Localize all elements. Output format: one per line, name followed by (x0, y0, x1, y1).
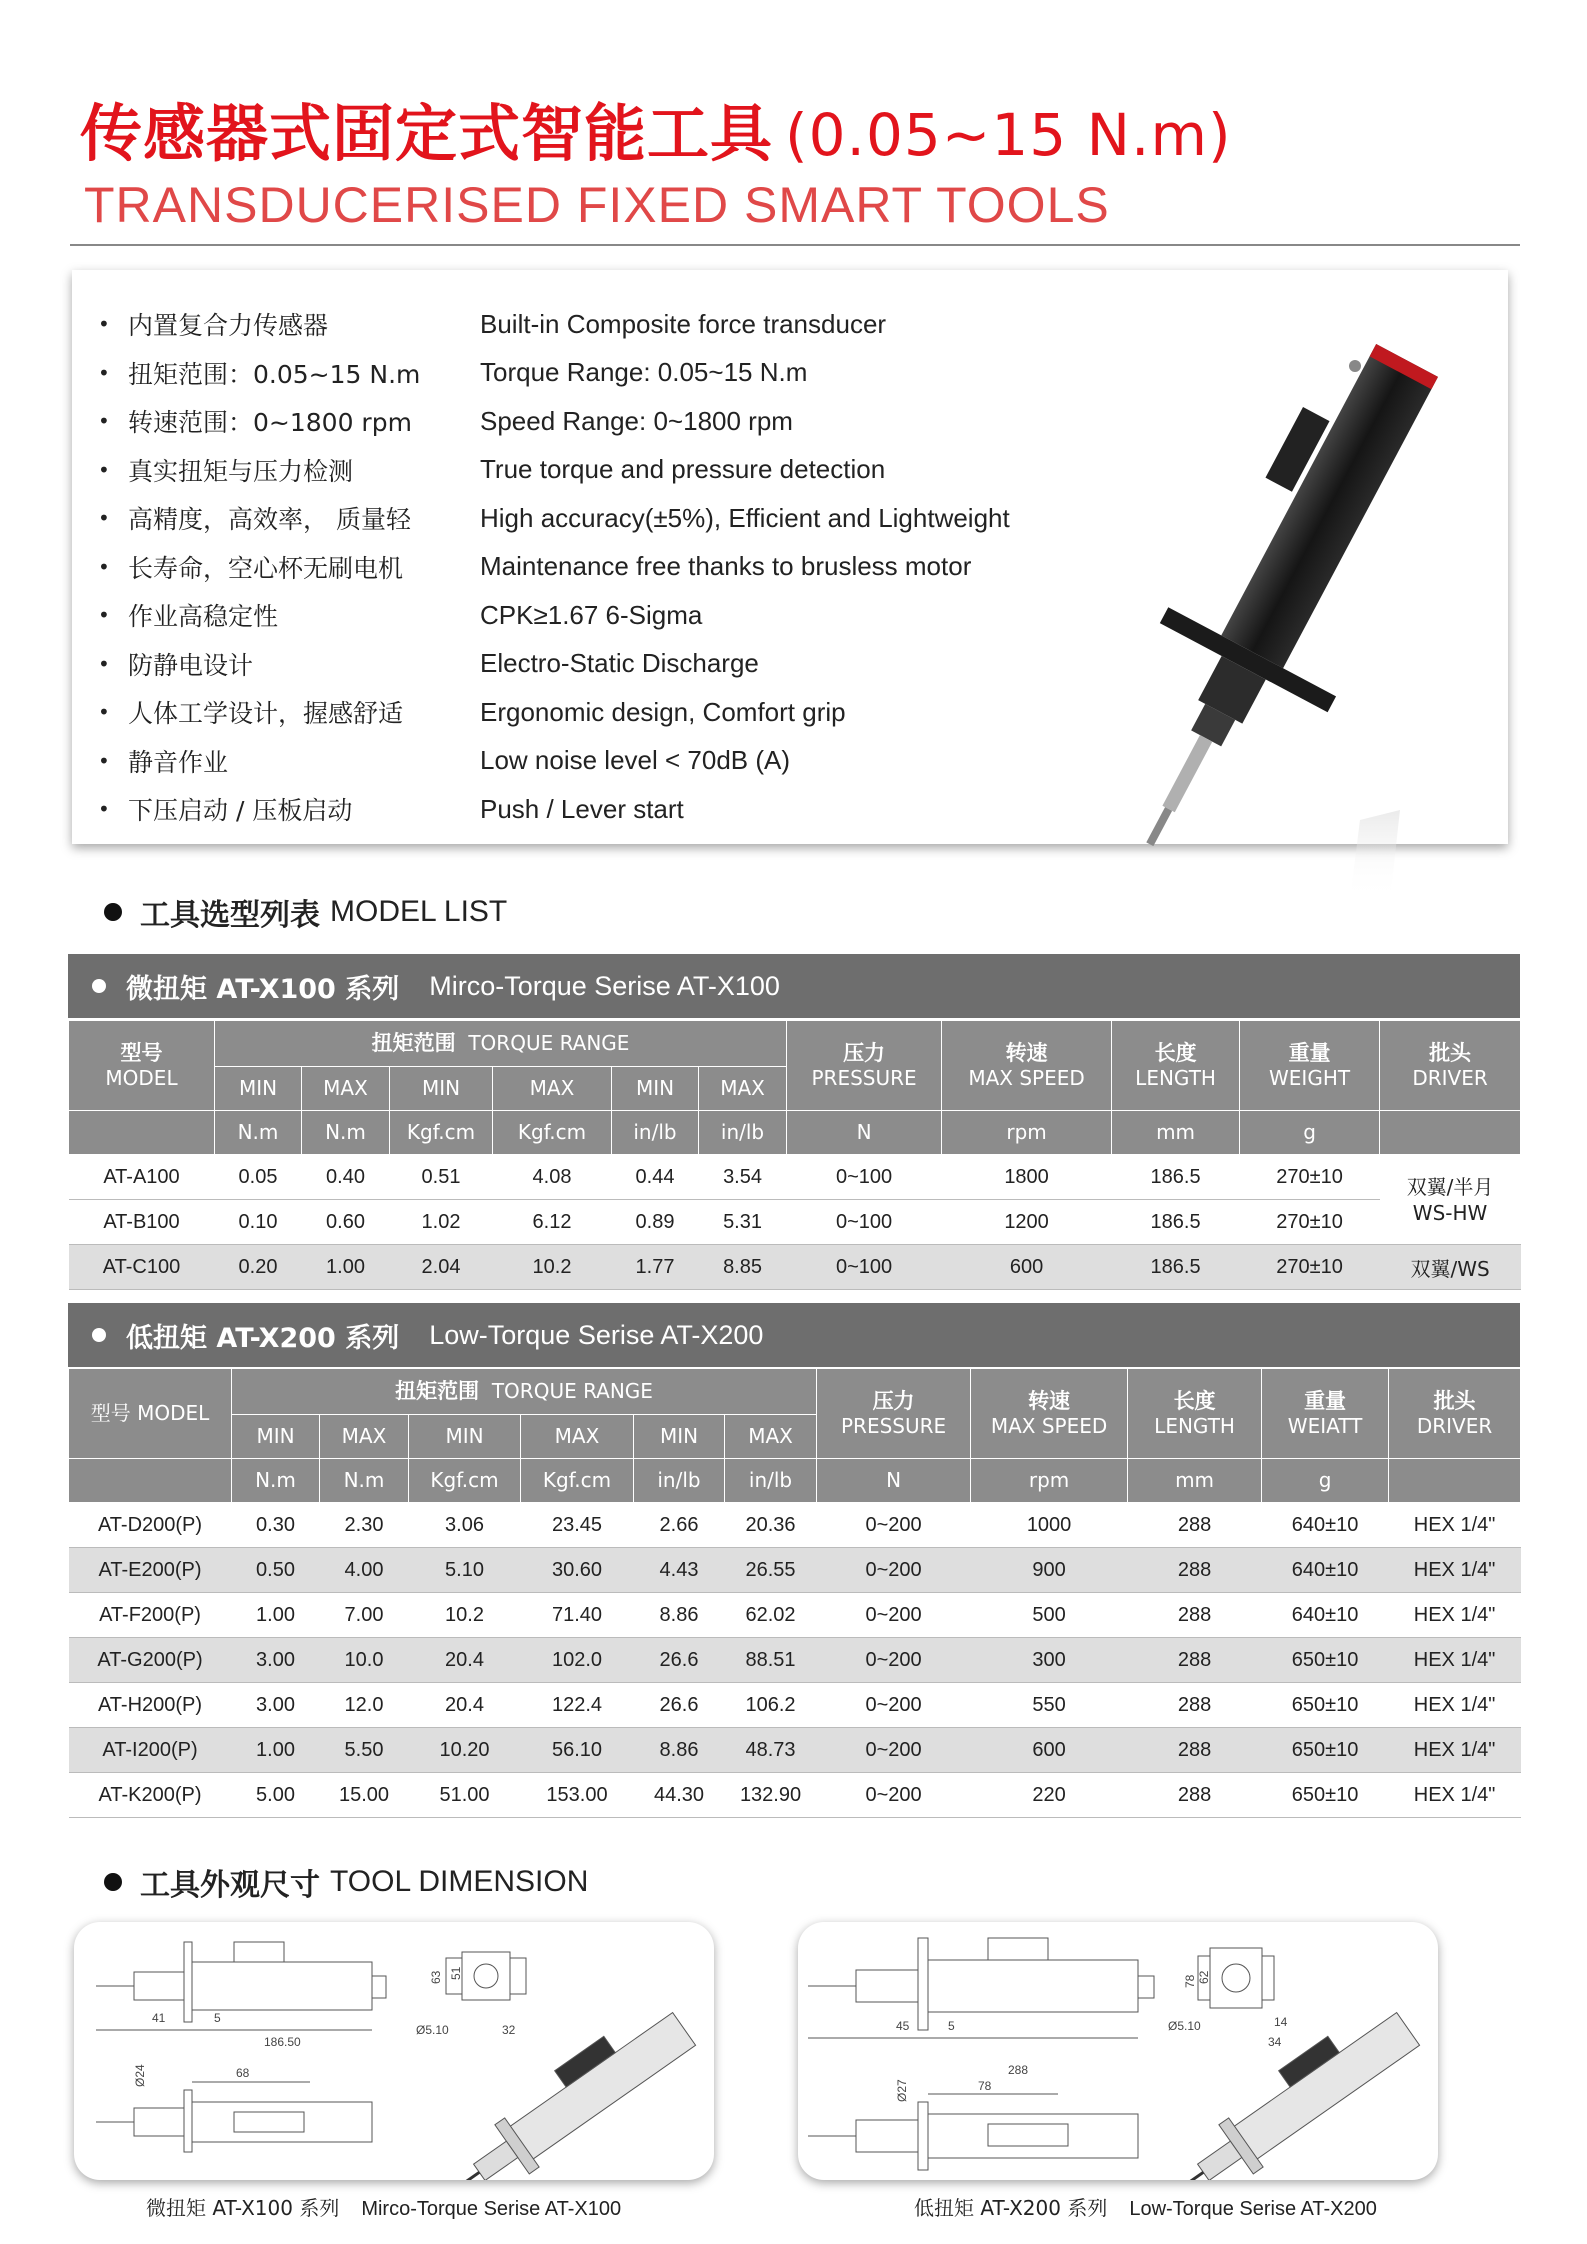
feature-cn: 真实扭矩与压力检测 (128, 456, 354, 486)
table-cell: 640±10 (1262, 1503, 1389, 1548)
table-cell: 6.12 (493, 1200, 612, 1245)
th-unit: N.m (215, 1111, 302, 1155)
dim-label: 51 (449, 1966, 463, 1980)
th-max: MAX (493, 1067, 612, 1111)
table-cell: 1200 (942, 1200, 1112, 1245)
dim-label: 78 (1183, 1974, 1197, 1988)
table-cell: 4.08 (493, 1155, 612, 1200)
th-speed: 转速 MAX SPEED (942, 1021, 1112, 1111)
table-cell: 10.20 (409, 1728, 521, 1773)
th-unit: N.m (232, 1459, 320, 1503)
feature-item (90, 300, 1010, 349)
table-cell: 288 (1128, 1548, 1262, 1593)
table-row (69, 1503, 1521, 1548)
table-cell: 26.55 (725, 1548, 817, 1593)
feature-en: Maintenance free thanks to brusless motor (480, 551, 972, 582)
dimension-caption-x200-cn: 低扭矩 AT-X200 系列 (914, 2196, 1108, 2220)
table-cell: 88.51 (725, 1638, 817, 1683)
th-unit: N (787, 1111, 942, 1155)
table-cell: 0~200 (817, 1728, 971, 1773)
feature-cn: 防静电设计 (128, 650, 254, 680)
table-cell: 20.4 (409, 1638, 521, 1683)
table-cell: 600 (971, 1728, 1128, 1773)
th-unit: rpm (942, 1111, 1112, 1155)
dim-label: 34 (1268, 2035, 1282, 2049)
table-cell: HEX 1/4" (1389, 1773, 1521, 1818)
spec-table-x200-body (69, 1503, 1521, 1818)
table-cell: 10.0 (320, 1638, 409, 1683)
feature-list (90, 300, 1010, 834)
table-cell: 288 (1128, 1773, 1262, 1818)
table-cell: 640±10 (1262, 1548, 1389, 1593)
bullet-icon: • (98, 312, 110, 337)
table-cell: 48.73 (725, 1728, 817, 1773)
tool-dimension-cn: 工具外观尺寸 (140, 1868, 320, 1903)
table-cell: 288 (1128, 1503, 1262, 1548)
dim-label: Ø5.10 (1168, 2019, 1201, 2033)
feature-cn: 静音作业 (128, 747, 229, 777)
feature-cn: 人体工学设计，握感舒适 (128, 699, 404, 729)
th-model: 型号 MODEL (69, 1369, 232, 1459)
title-divider (70, 244, 1520, 246)
table-cell: 0.44 (612, 1155, 699, 1200)
dim-label: 41 (152, 2011, 166, 2025)
th-unit: rpm (971, 1459, 1128, 1503)
th-unit: Kgf.cm (493, 1111, 612, 1155)
th-unit-blank (1380, 1111, 1521, 1155)
table-cell: 288 (1128, 1728, 1262, 1773)
spec-table-x100 (68, 1020, 1521, 1290)
dim-label: 45 (896, 2019, 910, 2033)
table-cell: 8.86 (634, 1728, 725, 1773)
table-cell: 0~100 (787, 1245, 942, 1290)
table-cell: 0~200 (817, 1503, 971, 1548)
dim-label: 186.50 (264, 2035, 301, 2049)
page-subtitle: TRANSDUCERISED FIXED SMART TOOLS (84, 177, 1110, 233)
table-cell: 0~200 (817, 1638, 971, 1683)
bullet-icon: • (98, 603, 110, 628)
th-min: MIN (634, 1415, 725, 1459)
cell-model: AT-B100 (69, 1200, 215, 1245)
dim-label: 63 (429, 1970, 443, 1984)
th-max: MAX (699, 1067, 787, 1111)
th-unit-blank (1389, 1459, 1521, 1503)
feature-en: Ergonomic design, Comfort grip (480, 696, 846, 727)
table-cell: 0~100 (787, 1200, 942, 1245)
dim-label: 5 (948, 2019, 955, 2033)
table-cell: 30.60 (521, 1548, 634, 1593)
table-cell: 0.40 (302, 1155, 390, 1200)
th-unit-blank (69, 1111, 215, 1155)
table-cell: 153.00 (521, 1773, 634, 1818)
table-cell: 20.36 (725, 1503, 817, 1548)
table-cell: 650±10 (1262, 1638, 1389, 1683)
table-cell: 2.04 (390, 1245, 493, 1290)
table-cell: 4.00 (320, 1548, 409, 1593)
table-cell: 2.30 (320, 1503, 409, 1548)
feature-cn: 下压启动 / 压板启动 (128, 796, 353, 826)
table-cell: 10.2 (409, 1593, 521, 1638)
dimension-caption-x100-cn: 微扭矩 AT-X100 系列 (146, 2196, 340, 2220)
dim-label: Ø5.10 (416, 2023, 449, 2037)
feature-cn: 扭矩范围：0.05~15 N.m (128, 359, 421, 389)
bullet-icon: • (98, 554, 110, 579)
table-cell: 650±10 (1262, 1773, 1389, 1818)
dim-label: 78 (978, 2079, 992, 2093)
table-cell: HEX 1/4" (1389, 1548, 1521, 1593)
feature-item (90, 349, 1010, 398)
table-cell: 1.00 (302, 1245, 390, 1290)
table-cell: 0~100 (787, 1155, 942, 1200)
bullet-icon (104, 1873, 122, 1891)
dimension-caption-x100-en: Mirco-Torque Serise AT-X100 (361, 2198, 622, 2220)
table-row (69, 1638, 1521, 1683)
table-cell: 0.50 (232, 1548, 320, 1593)
tool-dimension-heading (104, 1860, 588, 1904)
feature-cn: 转速范围：0~1800 rpm (128, 408, 412, 438)
dim-label: Ø24 (133, 2064, 147, 2087)
feature-item (90, 397, 1010, 446)
table-cell: 270±10 (1240, 1200, 1380, 1245)
th-unit: in/lb (612, 1111, 699, 1155)
title-range: (0.05~15 N.m) (785, 101, 1232, 169)
table-cell: 12.0 (320, 1683, 409, 1728)
th-unit: in/lb (725, 1459, 817, 1503)
table-cell: 186.5 (1112, 1200, 1240, 1245)
th-max: MAX (320, 1415, 409, 1459)
th-min: MIN (409, 1415, 521, 1459)
table-cell: 5.31 (699, 1200, 787, 1245)
table-cell: 0.30 (232, 1503, 320, 1548)
model-list-cn: 工具选型列表 (140, 898, 320, 933)
th-max: MAX (302, 1067, 390, 1111)
th-unit: Kgf.cm (521, 1459, 634, 1503)
table-cell: 102.0 (521, 1638, 634, 1683)
table-cell: 10.2 (493, 1245, 612, 1290)
table-cell: 7.00 (320, 1593, 409, 1638)
th-max: MAX (725, 1415, 817, 1459)
table-cell: 0.60 (302, 1200, 390, 1245)
th-unit: mm (1128, 1459, 1262, 1503)
table-row (69, 1773, 1521, 1818)
table-cell: 122.4 (521, 1683, 634, 1728)
th-torque-range: 扭矩范围 TORQUE RANGE (232, 1369, 817, 1415)
feature-en: CPK≥1.67 6-Sigma (480, 599, 703, 630)
table-cell: 1800 (942, 1155, 1112, 1200)
table-cell: HEX 1/4" (1389, 1683, 1521, 1728)
dimension-drawing-x100-svg (74, 1922, 714, 2180)
table-cell: 23.45 (521, 1503, 634, 1548)
th-unit: Kgf.cm (390, 1111, 493, 1155)
dimension-drawing-x200-svg (798, 1922, 1438, 2180)
th-unit: Kgf.cm (409, 1459, 521, 1503)
model-list-heading (104, 890, 507, 934)
table-cell: HEX 1/4" (1389, 1593, 1521, 1638)
feature-en: Torque Range: 0.05~15 N.m (480, 357, 808, 388)
table-row (69, 1245, 1521, 1290)
table-cell: 106.2 (725, 1683, 817, 1728)
dimension-drawing-x200 (798, 1922, 1438, 2180)
bullet-icon: • (98, 409, 110, 434)
series-x200-bar (68, 1303, 1520, 1367)
feature-cn: 内置复合力传感器 (128, 311, 329, 341)
table-cell: 8.85 (699, 1245, 787, 1290)
table-cell: 3.00 (232, 1638, 320, 1683)
dimension-caption-x200-en: Low-Torque Serise AT-X200 (1129, 2198, 1377, 2220)
table-cell: 900 (971, 1548, 1128, 1593)
table-row (69, 1548, 1521, 1593)
cell-model: AT-C100 (69, 1245, 215, 1290)
table-cell: 640±10 (1262, 1593, 1389, 1638)
dimension-drawing-x100 (74, 1922, 714, 2180)
feature-en: Speed Range: 0~1800 rpm (480, 405, 793, 436)
series-x100-cn: 微扭矩 AT-X100 系列 (126, 973, 400, 1005)
cell-model: AT-D200(P) (69, 1503, 232, 1548)
series-x100-bar (68, 954, 1520, 1018)
table-cell: 3.00 (232, 1683, 320, 1728)
feature-cn: 长寿命，空心杯无刷电机 (128, 553, 404, 583)
feature-en: Low noise level < 70dB (A) (480, 745, 791, 776)
feature-en: Push / Lever start (480, 793, 684, 824)
table-cell: 51.00 (409, 1773, 521, 1818)
table-cell: HEX 1/4" (1389, 1638, 1521, 1683)
feature-cn: 作业高稳定性 (128, 602, 279, 632)
table-cell: HEX 1/4" (1389, 1503, 1521, 1548)
bullet-icon: • (98, 748, 110, 773)
dimension-caption-x200 (914, 2192, 1377, 2221)
bullet-icon (92, 979, 106, 993)
th-length: 长度 LENGTH (1128, 1369, 1262, 1459)
series-x100-en: Mirco-Torque Serise AT-X100 (429, 970, 780, 1001)
table-cell: 1.02 (390, 1200, 493, 1245)
cell-model: AT-E200(P) (69, 1548, 232, 1593)
th-unit: g (1262, 1459, 1389, 1503)
bullet-icon: • (98, 700, 110, 725)
tool-dimension-en: TOOL DIMENSION (330, 1865, 589, 1898)
table-cell: 4.43 (634, 1548, 725, 1593)
th-unit: in/lb (699, 1111, 787, 1155)
table-cell: 20.4 (409, 1683, 521, 1728)
cell-model: AT-F200(P) (69, 1593, 232, 1638)
bullet-icon: • (98, 457, 110, 482)
dim-label: 62 (1197, 1970, 1211, 1984)
table-cell: 5.00 (232, 1773, 320, 1818)
feature-item (90, 737, 1010, 786)
bullet-icon (92, 1328, 106, 1342)
table-cell: 0.89 (612, 1200, 699, 1245)
series-x200-cn: 低扭矩 AT-X200 系列 (126, 1322, 400, 1354)
table-cell: 220 (971, 1773, 1128, 1818)
table-cell: 288 (1128, 1638, 1262, 1683)
page-title (80, 84, 1232, 173)
feature-en: Built-in Composite force transducer (480, 308, 887, 339)
th-min: MIN (215, 1067, 302, 1111)
bullet-icon: • (98, 651, 110, 676)
title-cn: 传感器式固定式智能工具 (80, 97, 774, 170)
spec-table-x100-body (69, 1155, 1521, 1290)
th-min: MIN (232, 1415, 320, 1459)
table-cell: 62.02 (725, 1593, 817, 1638)
table-cell: 5.50 (320, 1728, 409, 1773)
th-torque-range: 扭矩范围 TORQUE RANGE (215, 1021, 787, 1067)
table-cell: 26.6 (634, 1683, 725, 1728)
table-cell: 0~200 (817, 1593, 971, 1638)
cell-model: AT-G200(P) (69, 1638, 232, 1683)
cell-driver: 双翼/WS (1380, 1245, 1521, 1290)
table-cell: 550 (971, 1683, 1128, 1728)
table-row (69, 1155, 1521, 1200)
feature-item (90, 446, 1010, 495)
table-cell: 15.00 (320, 1773, 409, 1818)
cell-model: AT-K200(P) (69, 1773, 232, 1818)
smart-tool-illustration (1060, 340, 1480, 900)
table-cell: 300 (971, 1638, 1128, 1683)
dim-label: 5 (214, 2011, 221, 2025)
table-cell: 1.77 (612, 1245, 699, 1290)
table-cell: 1.00 (232, 1728, 320, 1773)
th-driver: 批头 DRIVER (1389, 1369, 1521, 1459)
table-cell: 186.5 (1112, 1155, 1240, 1200)
feature-cn: 高精度，高效率， 质量轻 (128, 505, 411, 535)
feature-item (90, 785, 1010, 834)
th-unit: mm (1112, 1111, 1240, 1155)
table-cell: 270±10 (1240, 1155, 1380, 1200)
table-cell: 8.86 (634, 1593, 725, 1638)
table-cell: 270±10 (1240, 1245, 1380, 1290)
th-driver: 批头 DRIVER (1380, 1021, 1521, 1111)
feature-en: Electro-Static Discharge (480, 648, 759, 679)
dim-label: 68 (236, 2066, 250, 2080)
th-unit: N.m (302, 1111, 390, 1155)
th-model: 型号 MODEL (69, 1021, 215, 1111)
table-row (69, 1683, 1521, 1728)
model-list-en: MODEL LIST (330, 895, 508, 928)
table-cell: 186.5 (1112, 1245, 1240, 1290)
feature-en: High accuracy(±5%), Efficient and Lightweight (480, 502, 1010, 533)
table-cell: 0.10 (215, 1200, 302, 1245)
table-cell: 132.90 (725, 1773, 817, 1818)
series-x200-en: Low-Torque Serise AT-X200 (429, 1319, 764, 1350)
th-unit-blank (69, 1459, 232, 1503)
feature-item (90, 591, 1010, 640)
th-length: 长度 LENGTH (1112, 1021, 1240, 1111)
table-cell: 3.54 (699, 1155, 787, 1200)
table-cell: 0~200 (817, 1548, 971, 1593)
table-cell: 0~200 (817, 1773, 971, 1818)
table-cell: 5.10 (409, 1548, 521, 1593)
table-cell: 0.51 (390, 1155, 493, 1200)
table-cell: 71.40 (521, 1593, 634, 1638)
feature-item (90, 688, 1010, 737)
th-pressure: 压力 PRESSURE (817, 1369, 971, 1459)
dim-label: 14 (1274, 2015, 1288, 2029)
table-row (69, 1593, 1521, 1638)
table-cell: HEX 1/4" (1389, 1728, 1521, 1773)
dim-label: Ø27 (895, 2079, 909, 2102)
th-unit: in/lb (634, 1459, 725, 1503)
cell-model: AT-I200(P) (69, 1728, 232, 1773)
table-cell: 26.6 (634, 1638, 725, 1683)
table-row (69, 1200, 1521, 1245)
cell-model: AT-H200(P) (69, 1683, 232, 1728)
th-weight: 重量 WEIGHT (1240, 1021, 1380, 1111)
bullet-icon: • (98, 797, 110, 822)
th-speed: 转速 MAX SPEED (971, 1369, 1128, 1459)
table-cell: 44.30 (634, 1773, 725, 1818)
table-cell: 1000 (971, 1503, 1128, 1548)
th-min: MIN (390, 1067, 493, 1111)
th-max: MAX (521, 1415, 634, 1459)
cell-driver: 双翼/半月 WS-HW (1380, 1155, 1521, 1245)
bullet-icon: • (98, 360, 110, 385)
table-cell: 650±10 (1262, 1728, 1389, 1773)
th-pressure: 压力 PRESSURE (787, 1021, 942, 1111)
table-cell: 3.06 (409, 1503, 521, 1548)
table-cell: 600 (942, 1245, 1112, 1290)
feature-en: True torque and pressure detection (480, 454, 886, 485)
table-cell: 2.66 (634, 1503, 725, 1548)
dim-label: 288 (1008, 2063, 1029, 2077)
th-unit: N.m (320, 1459, 409, 1503)
th-unit: g (1240, 1111, 1380, 1155)
table-cell: 500 (971, 1593, 1128, 1638)
bullet-icon: • (98, 506, 110, 531)
table-cell: 56.10 (521, 1728, 634, 1773)
table-cell: 0.05 (215, 1155, 302, 1200)
th-weight: 重量 WEIATT (1262, 1369, 1389, 1459)
table-cell: 0~200 (817, 1683, 971, 1728)
th-unit: N (817, 1459, 971, 1503)
th-min: MIN (612, 1067, 699, 1111)
dimension-caption-x100 (146, 2192, 621, 2221)
table-cell: 0.20 (215, 1245, 302, 1290)
table-cell: 1.00 (232, 1593, 320, 1638)
bullet-icon (104, 903, 122, 921)
feature-item (90, 543, 1010, 592)
table-cell: 288 (1128, 1683, 1262, 1728)
dim-label: 32 (502, 2023, 516, 2037)
feature-item (90, 494, 1010, 543)
table-cell: 288 (1128, 1593, 1262, 1638)
cell-model: AT-A100 (69, 1155, 215, 1200)
table-row (69, 1728, 1521, 1773)
table-cell: 650±10 (1262, 1683, 1389, 1728)
feature-item (90, 640, 1010, 689)
spec-table-x200 (68, 1368, 1521, 1818)
